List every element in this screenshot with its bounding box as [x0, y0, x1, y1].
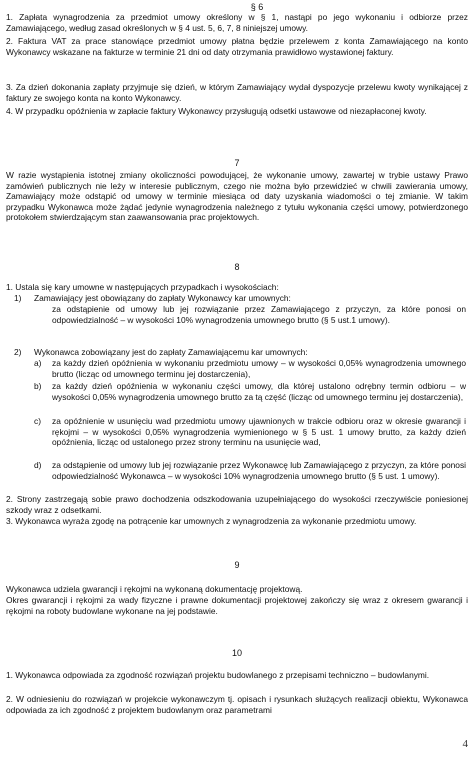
section-9-heading: 9: [234, 560, 240, 570]
section-8-heading: 8: [234, 262, 240, 272]
s6-paragraph-4: 4. W przypadku opóźnienia w zapłacie faktury Wykonawcy przysługują odsetki ustawowe od niezapłaconej kwoty.: [6, 106, 427, 116]
s8-item-2-title: Wykonawca zobowiązany jest do zapłaty Zamawiającemu kar umownych:: [34, 347, 308, 357]
s8-item-2c-text: za opóźnienie w usunięciu wad przedmiotu umowy ujawnionych w trakcie odbioru oraz w okresie gwarancji i rękojmi – w wysokości 0,05% wynagrodzenia wymienionego w § 5 ust. 1 umowy brutto, za każdy dzień opóźnienia, licząc od ustalonego przez strony terminu na usunięcie wad,: [52, 416, 466, 448]
s9-paragraph-2: Okres gwarancji i rękojmi za wady fizyczne i prawne dokumentacji projektowej zakończy się wraz z okresem gwarancji i rękojmi na roboty budowlane wykonane na jej podstawie.: [6, 595, 468, 616]
section-7-heading: 7: [234, 158, 240, 168]
s8-item-1-title: Zamawiający jest obowiązany do zapłaty Wykonawcy kar umownych:: [34, 293, 291, 303]
s8-paragraph-3: 3. Wykonawca wyraża zgodę na potrącenie kar umownych z wynagrodzenia za wykonanie przedmiotu umowy.: [6, 516, 417, 526]
s8-item-2b-label: b): [34, 381, 42, 391]
s9-paragraph-1: Wykonawca udziela gwarancji i rękojmi na wykonaną dokumentację projektową.: [6, 584, 303, 594]
section-10-heading: 10: [231, 648, 242, 658]
s8-item-2-number: 2): [14, 347, 22, 357]
s6-paragraph-2: 2. Faktura VAT za prace stanowiące przedmiot umowy płatna będzie przelewem z konta Zamawiającego na konto Wykonawcy wskazane na fakturze w terminie 21 dni od daty otrzymania prawidłowo wystawionej faktury.: [6, 36, 468, 57]
s8-paragraph-2: 2. Strony zastrzegają sobie prawo dochodzenia odszkodowania uzupełniającego do wysokości rzeczywiście poniesionej szkody wraz z odsetkami.: [6, 494, 468, 515]
s6-paragraph-1: 1. Zapłata wynagrodzenia za przedmiot umowy określony w § 1, nastąpi po jego wykonaniu i odbiorze przez Zamawiającego, według zasad określonych w § 4 ust. 5, 6, 7, 8 niniejszej umowy.: [6, 12, 468, 33]
s8-item-1-number: 1): [14, 293, 22, 303]
s10-paragraph-2: 2. W odniesieniu do rozwiązań w projekcie wykonawczym tj. opisach i rysunkach służących realizacji obiektu, Wykonawca odpowiada za ich zgodność z projektem budowlanym oraz parametrami: [6, 694, 468, 715]
s8-intro: 1. Ustala się kary umowne w następujących przypadkach i wysokościach:: [6, 282, 279, 292]
s6-paragraph-3: 3. Za dzień dokonania zapłaty przyjmuje się dzień, w którym Zamawiający wydał dyspozycje przelewu kwoty wynikającej z faktury ze swojego konta na konto Wykonawcy.: [6, 82, 468, 103]
s8-item-2a-text: za każdy dzień opóźnienia w wykonaniu przedmiotu umowy – w wysokości 0,05% wynagrodzenia umownego brutto (licząc od umownego terminu jej dostarczenia),: [52, 358, 466, 379]
s10-paragraph-1: 1. Wykonawca odpowiada za zgodność rozwiązań projektu budowlanego z przepisami techniczno – budowlanymi.: [6, 670, 430, 680]
s8-item-1-text: za odstąpienie od umowy lub jej rozwiązanie przez Zamawiającego z przyczyn, za które ponosi on odpowiedzialność – w wysokości 10% wynagrodzenia umownego brutto (§ 5 ust.1 umowy).: [52, 304, 466, 325]
s8-item-2b-text: za każdy dzień opóźnienia w wykonaniu części umowy, dla której ustalono odrębny termin odbioru – w wysokości 0,05% wynagrodzenia umownego brutto za tą część (licząc od umownego terminu jej dostarczenia),: [52, 381, 466, 402]
s8-item-2a-label: a): [34, 358, 42, 368]
section-6-heading: § 6: [250, 2, 264, 12]
s8-item-2d-text: za odstąpienie od umowy lub jej rozwiązanie przez Wykonawcę lub Zamawiającego z przyczyn, za które ponosi odpowiedzialność Wykonawca – w wysokości 10% wynagrodzenia umownego brutto (§ 5 ust. 1 umowy).: [52, 460, 466, 481]
s7-paragraph: W razie wystąpienia istotnej zmiany okoliczności powodującej, że wykonanie umowy, zawartej w trybie ustawy Prawo zamówień publicznych nie leży w interesie publicznym, czego nie można było przewidzieć w chwili zawierania umowy, Zamawiający może odstąpić od umowy w terminie miesiąca od daty uzyskania wiadomości o tej zmianie. W takim przypadku Wykonawca może żądać jedynie wynagrodzenia należnego z tytułu wykonania części umowy, potwierdzonego protokołem stwierdzającym stan zaawansowania prac projektowych.: [6, 170, 468, 223]
page-number: 4: [462, 738, 468, 750]
s8-item-2c-label: c): [34, 416, 41, 426]
s8-item-2d-label: d): [34, 460, 42, 470]
